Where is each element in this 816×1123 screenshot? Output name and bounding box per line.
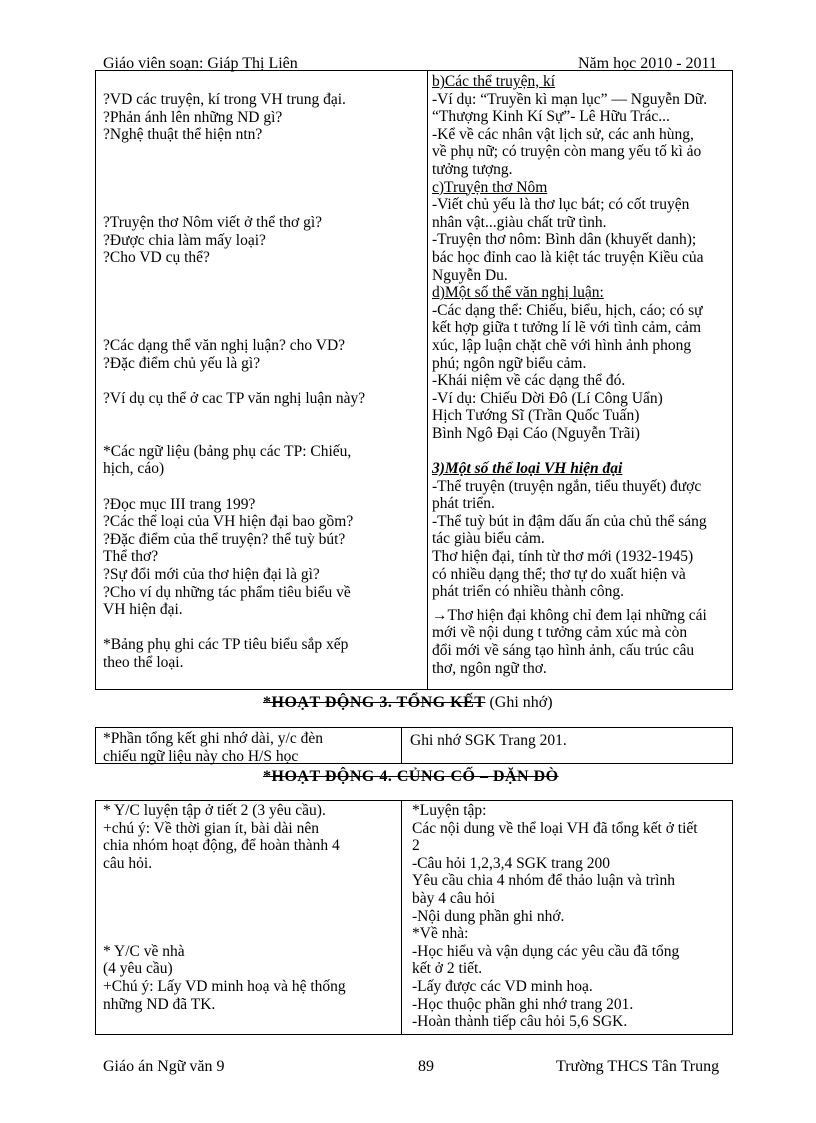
table2-left: *Phần tổng kết ghi nhớ dài, y/c đèn chiếu ngữ liệu này cho H/S học <box>103 730 323 765</box>
subheading: b)Các thể truyện, kí <box>432 73 556 90</box>
header-year: Năm học 2010 - 2011 <box>578 55 717 72</box>
answer-line: -Kể về các nhân vật lịch sử, các anh hùng, <box>432 125 694 143</box>
subheading: d)Một số thể văn nghị luận: <box>432 284 604 302</box>
table3-right: *Luyện tập: Các nội dung về thể loại VH đã tổng kết ở tiết 2 -Câu hỏi 1,2,3,4 SGK trang 200 Yêu cầu chia 4 nhóm để thảo luận và trình bày 4 câu hỏi -Nội dung phần ghi nhớ. *Về nhà: -Học hiểu và vận dụng các yêu cầu đã tổng kết ở 2 tiết. -Lấy được các VD minh hoạ. -Học thuộc phần ghi nhớ trang 201. -Hoàn thành tiếp câu hỏi 5,6 SGK. <box>412 802 698 1031</box>
answer-line: nhân vật...giàu chất trữ tình. <box>432 213 607 231</box>
answer-line: có nhiều dạng thể; thơ tự do xuất hiện và <box>432 565 686 583</box>
note: *Bảng phụ ghi các TP tiêu biểu sắp xếp <box>103 636 349 654</box>
question: ?Cho ví dụ những tác phẩm tiêu biểu về <box>103 583 351 601</box>
question: ?Sự đổi mới của thơ hiện đại là gì? <box>103 566 320 584</box>
answer-line: Nguyễn Du. <box>432 266 508 284</box>
answer-line: Hịch Tướng Sĩ (Trần Quốc Tuấn) <box>432 407 640 425</box>
answer-line: bác học đỉnh cao là kiệt tác truyện Kiều của <box>432 248 704 266</box>
question: ?VD các truyện, kí trong VH trung đại. <box>103 91 346 108</box>
table1-right-column <box>432 73 707 677</box>
section-4-heading <box>263 768 559 786</box>
question: ?Được chia làm mấy loại? <box>103 231 266 249</box>
answer-line: Thơ hiện đại, tính từ thơ mới (1932-1945) <box>432 548 694 566</box>
answer-line: phú; ngôn ngữ biểu cảm. <box>432 354 587 372</box>
note: *Các ngữ liệu (bảng phụ các TP: Chiếu, <box>103 442 352 460</box>
section-3-title: *HOẠT ĐỘNG 3. TỔNG KẾT <box>263 694 486 711</box>
answer-line: thơ, ngôn ngữ thơ. <box>432 659 547 677</box>
answer-line: xúc, lập luận chặt chẽ với hình ảnh phong <box>432 336 692 354</box>
answer-line: -Thể tuỳ bút in đậm dấu ấn của chủ thể sáng <box>432 512 707 530</box>
section-3-heading <box>263 694 553 712</box>
answer-line: -Ví dụ: Chiếu Dời Đô (Lí Công Uẩn) <box>432 389 663 407</box>
arrow-right-icon: → <box>432 606 448 624</box>
question: ?Phản ánh lên những ND gì? <box>103 108 283 126</box>
answer-line: phát triển. <box>432 495 495 513</box>
answer-line: mới về nội dung t tưởng cảm xúc mà còn <box>432 624 688 642</box>
table2-right: Ghi nhớ SGK Trang 201. <box>410 732 567 749</box>
question: ?Đặc điểm chủ yếu là gì? <box>103 354 261 372</box>
answer-line: -Khái niệm về các dạng thể đó. <box>432 372 626 390</box>
section-heading: 3)Một số thể loại VH hiện đại <box>432 460 623 478</box>
note: theo thể loại. <box>103 654 184 671</box>
question: ?Cho VD cụ thể? <box>103 249 210 267</box>
section-4-title: *HOẠT ĐỘNG 4. CỦNG CỐ – DẶN DÒ <box>263 768 559 785</box>
answer-line: phát triển có nhiều thành công. <box>432 583 624 601</box>
subheading: c)Truyện thơ Nôm <box>432 178 548 196</box>
answer-line: tưởng tượng. <box>432 160 513 178</box>
question: ?Đặc điểm của thể truyện? thể tuỳ bút? <box>103 530 346 548</box>
note: hịch, cáo) <box>103 460 165 478</box>
answer-line-arrow: →Thơ hiện đại không chỉ đem lại những cái <box>432 606 707 624</box>
question: ?Các thể loại của VH hiện đại bao gồm? <box>103 513 354 531</box>
answer-line: -Truyện thơ nôm: Bình dân (khuyết danh); <box>432 231 697 249</box>
question: ?Đọc mục III trang 199? <box>103 495 256 513</box>
question: ?Nghệ thuật thể hiện ntn? <box>103 126 263 144</box>
answer-line: “Thượng Kinh Kí Sự”- Lê Hữu Trác... <box>432 108 670 126</box>
question: VH hiện đại. <box>103 601 183 619</box>
footer-left: Giáo án Ngữ văn 9 <box>103 1058 225 1075</box>
answer-line: kết hợp giữa t tưởng lí lẽ với tình cảm, cảm <box>432 319 702 337</box>
header-teacher: Giáo viên soạn: Giáp Thị Liên <box>103 55 298 72</box>
answer-line: -Ví dụ: “Truyền kì mạn lục” — Nguyễn Dữ. <box>432 90 708 108</box>
answer-line: tác giàu biểu cảm. <box>432 530 545 548</box>
footer-page-number: 89 <box>418 1058 434 1075</box>
answer-line: đổi mới về sáng tạo hình ảnh, cấu trúc câu <box>432 642 695 659</box>
question: Thể thơ? <box>103 548 159 566</box>
answer-line: Bình Ngô Đại Cáo (Nguyễn Trãi) <box>432 424 640 442</box>
footer-right: Trường THCS Tân Trung <box>556 1058 720 1075</box>
table3-left: * Y/C luyện tập ở tiết 2 (3 yêu cầu). +chú ý: Về thời gian ít, bài dài nên chia nhóm hoạt động, để hoàn thành 4 câu hỏi. * Y/C về nhà (4 yêu cầu) +Chú ý: Lấy VD minh hoạ và hệ thống những ND đã TK. <box>103 802 346 1013</box>
answer-line: về phụ nữ; có truyện còn mang yếu tố kì ảo <box>432 143 702 161</box>
answer-line: -Viết chủ yếu là thơ lục bát; có cốt truyện <box>432 196 690 214</box>
question: ?Ví dụ cụ thể ở cac TP văn nghị luận này? <box>103 390 366 408</box>
answer-line: -Các dạng thể: Chiếu, biểu, hịch, cáo; có sự <box>432 301 703 319</box>
question: ?Các dạng thể văn nghị luận? cho VD? <box>103 337 346 355</box>
question: ?Truyện thơ Nôm viết ở thể thơ gì? <box>103 214 323 232</box>
section-3-note: (Ghi nhớ) <box>489 694 553 711</box>
table1-left-column <box>103 91 365 672</box>
answer-line: -Thể truyện (truyện ngắn, tiểu thuyết) được <box>432 477 702 495</box>
